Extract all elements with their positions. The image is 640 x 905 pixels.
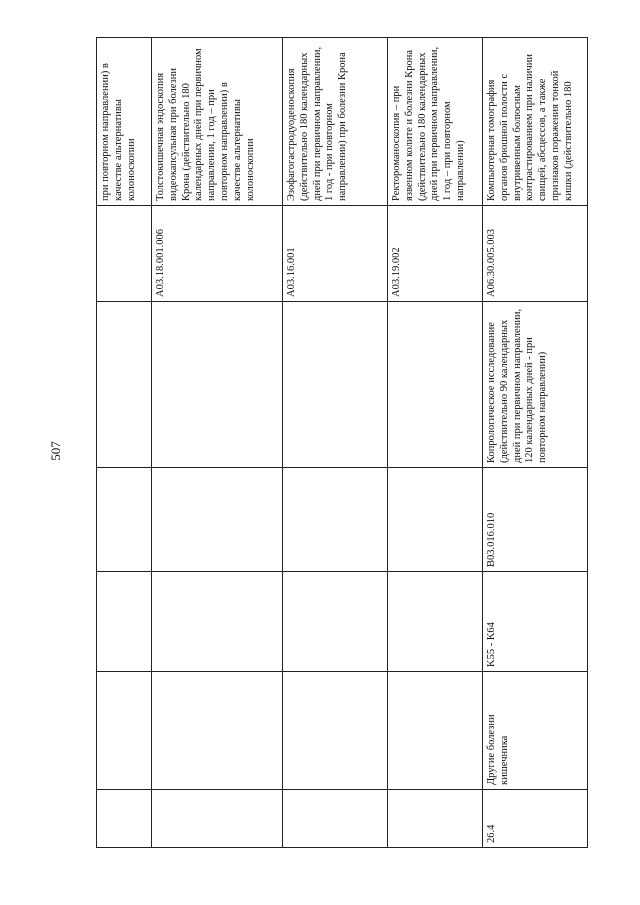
cell-instr-name: Ректороманоскопия – при язвенном колите и болезни Крона (действительно 180 календарных дней при первичном направлении, 1 год – при повторном направлении)	[388, 38, 483, 206]
table-row	[283, 38, 388, 848]
cell-icd	[97, 572, 152, 672]
cell-instr-code: A06.30.005.003	[483, 206, 588, 302]
cell-icd	[152, 572, 283, 672]
cell-icd	[388, 572, 483, 672]
cell-lab-name	[152, 302, 283, 468]
table-row	[388, 38, 483, 848]
cell-icd	[283, 572, 388, 672]
cell-disease	[283, 672, 388, 790]
cell-instr-name: Толстокишечная эндоскопия видеокапсульная при болезни Крона (действительно 180 календарных дней при первичном направлении, 1 год – при повторном направлении) в качестве альтернативы колоноскопии	[152, 38, 283, 206]
cell-lab-code	[152, 468, 283, 572]
cell-code	[97, 790, 152, 848]
cell-instr-name: Эзофагогастродуоденоскопия (действительно 180 календарных дней при первичном направлении, 1 год - при повторном направлении) при болезни Крона	[283, 38, 388, 206]
cell-instr-name: при повторном направлении) в качестве альтернативы колоноскопии	[97, 38, 152, 206]
cell-disease	[97, 672, 152, 790]
cell-icd: K55 - K64	[483, 572, 588, 672]
table-row	[152, 38, 283, 848]
cell-disease	[388, 672, 483, 790]
cell-instr-code: A03.16.001	[283, 206, 388, 302]
cell-disease	[152, 672, 283, 790]
cell-code	[283, 790, 388, 848]
cell-lab-code	[388, 468, 483, 572]
cell-instr-name: Компьютерная томография органов брюшной полости с внутривенным болюсным контрастированием при наличии свищей, абсцессов, а также признаков поражения тонкой кишки (действительно 180	[483, 38, 588, 206]
table-row	[483, 38, 588, 848]
cell-instr-code: A03.18.001.006	[152, 206, 283, 302]
cell-lab-name: Копрологическое исследование (действительно 90 календарных дней при первичном направлении, 120 календарных дней - при повторном направлении)	[483, 302, 588, 468]
table-row	[97, 38, 152, 848]
cell-code	[152, 790, 283, 848]
cell-instr-code: A03.19.002	[388, 206, 483, 302]
cell-lab-name	[283, 302, 388, 468]
page-number: 507	[48, 441, 63, 461]
cell-lab-code: B03.016.010	[483, 468, 588, 572]
cell-lab-code	[283, 468, 388, 572]
cell-lab-name	[388, 302, 483, 468]
rotated-table-container	[96, 38, 574, 848]
cell-code: 26.4	[483, 790, 588, 848]
cell-lab-name	[97, 302, 152, 468]
cell-disease: Другие болезни кишечника	[483, 672, 588, 790]
referral-table	[96, 37, 588, 848]
cell-lab-code	[97, 468, 152, 572]
cell-instr-code	[97, 206, 152, 302]
cell-code	[388, 790, 483, 848]
